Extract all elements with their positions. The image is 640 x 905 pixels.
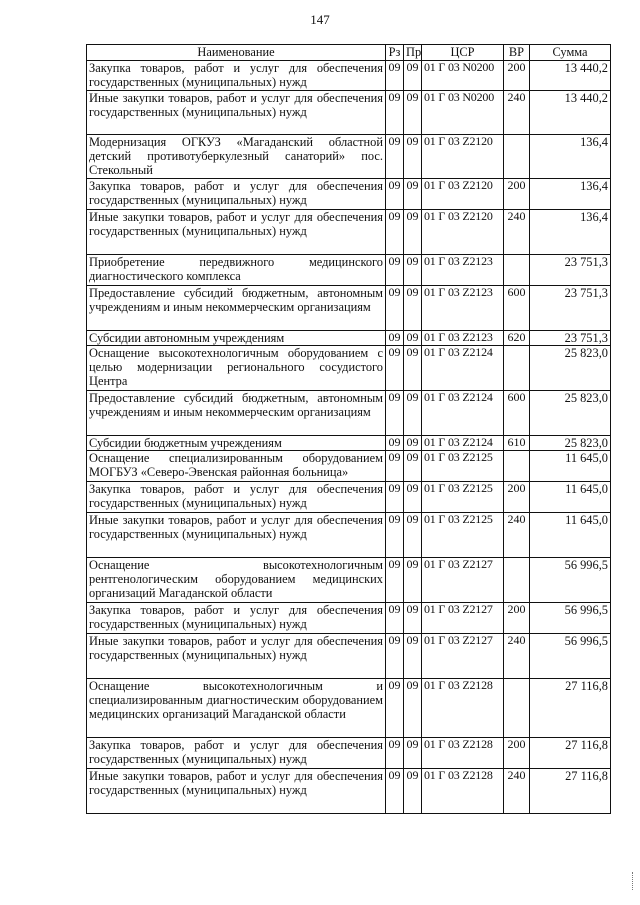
cell-name: Оснащение высокотехнологичным рентгенологическим оборудованием медицинских организаций Магаданской области — [87, 558, 386, 603]
cell-name: Закупка товаров, работ и услуг для обеспечения государственных (муниципальных) нужд — [87, 482, 386, 513]
cell-name: Иные закупки товаров, работ и услуг для обеспечения государственных (муниципальных) нужд — [87, 91, 386, 135]
cell-pr: 09 — [404, 255, 422, 286]
cell-csr: 01 Г 03 Z2123 — [422, 331, 504, 346]
cell-name: Иные закупки товаров, работ и услуг для обеспечения государственных (муниципальных) нужд — [87, 513, 386, 558]
cell-vr: 600 — [504, 391, 530, 436]
cell-vr — [504, 135, 530, 179]
cell-vr — [504, 679, 530, 738]
cell-csr: 01 Г 03 Z2128 — [422, 679, 504, 738]
cell-rz: 09 — [386, 391, 404, 436]
cell-name: Закупка товаров, работ и услуг для обеспечения государственных (муниципальных) нужд — [87, 738, 386, 769]
cell-sum: 25 823,0 — [530, 346, 611, 391]
cell-sum: 27 116,8 — [530, 738, 611, 769]
cell-sum: 27 116,8 — [530, 679, 611, 738]
table-row — [87, 558, 611, 603]
header-rz: Рз — [386, 45, 404, 61]
cell-sum: 136,4 — [530, 210, 611, 255]
cell-sum: 23 751,3 — [530, 331, 611, 346]
cell-sum: 23 751,3 — [530, 255, 611, 286]
cell-csr: 01 Г 03 Z2124 — [422, 436, 504, 451]
table-row — [87, 179, 611, 210]
cell-csr: 01 Г 03 Z2125 — [422, 482, 504, 513]
cell-sum: 11 645,0 — [530, 451, 611, 482]
cell-name: Иные закупки товаров, работ и услуг для обеспечения государственных (муниципальных) нужд — [87, 210, 386, 255]
table-row — [87, 331, 611, 346]
cell-vr: 240 — [504, 769, 530, 814]
cell-name: Иные закупки товаров, работ и услуг для обеспечения государственных (муниципальных) нужд — [87, 634, 386, 679]
cell-pr: 09 — [404, 391, 422, 436]
cell-sum: 11 645,0 — [530, 513, 611, 558]
table-row — [87, 679, 611, 738]
cell-csr: 01 Г 03 Z2120 — [422, 135, 504, 179]
cell-vr: 240 — [504, 513, 530, 558]
cell-rz: 09 — [386, 436, 404, 451]
cell-name: Оснащение высокотехнологичным и специализированным диагностическим оборудованием медицинских организаций Магаданской области — [87, 679, 386, 738]
cell-sum: 56 996,5 — [530, 634, 611, 679]
cell-sum: 23 751,3 — [530, 286, 611, 331]
cell-sum: 27 116,8 — [530, 769, 611, 814]
table-row — [87, 346, 611, 391]
cell-csr: 01 Г 03 Z2127 — [422, 603, 504, 634]
cell-csr: 01 Г 03 N0200 — [422, 61, 504, 91]
cell-csr: 01 Г 03 Z2128 — [422, 738, 504, 769]
cell-sum: 13 440,2 — [530, 91, 611, 135]
cell-name: Предоставление субсидий бюджетным, автономным учреждениям и иным некоммерческим организациям — [87, 391, 386, 436]
table-row — [87, 391, 611, 436]
table-row — [87, 769, 611, 814]
cell-csr: 01 Г 03 Z2123 — [422, 286, 504, 331]
cell-pr: 09 — [404, 179, 422, 210]
cell-vr: 600 — [504, 286, 530, 331]
table-row — [87, 634, 611, 679]
header-pr: Пр — [404, 45, 422, 61]
table-row — [87, 603, 611, 634]
cell-rz: 09 — [386, 603, 404, 634]
cell-csr: 01 Г 03 Z2120 — [422, 210, 504, 255]
cell-rz: 09 — [386, 210, 404, 255]
cell-vr: 240 — [504, 634, 530, 679]
cell-csr: 01 Г 03 Z2125 — [422, 451, 504, 482]
cell-pr: 09 — [404, 634, 422, 679]
table-row — [87, 61, 611, 91]
cell-vr — [504, 558, 530, 603]
header-sum: Сумма — [530, 45, 611, 61]
cell-vr — [504, 346, 530, 391]
cell-sum: 56 996,5 — [530, 603, 611, 634]
cell-rz: 09 — [386, 738, 404, 769]
table-body — [87, 61, 611, 814]
cell-sum: 136,4 — [530, 179, 611, 210]
scan-edge-mark — [632, 872, 636, 890]
cell-rz: 09 — [386, 679, 404, 738]
cell-pr: 09 — [404, 436, 422, 451]
cell-pr: 09 — [404, 135, 422, 179]
cell-sum: 25 823,0 — [530, 436, 611, 451]
cell-rz: 09 — [386, 451, 404, 482]
cell-rz: 09 — [386, 331, 404, 346]
table-header-row — [87, 45, 611, 61]
cell-csr: 01 Г 03 Z2123 — [422, 255, 504, 286]
cell-name: Закупка товаров, работ и услуг для обеспечения государственных (муниципальных) нужд — [87, 61, 386, 91]
cell-csr: 01 Г 03 Z2125 — [422, 513, 504, 558]
table-row — [87, 286, 611, 331]
cell-name: Оснащение высокотехнологичным оборудованием с целью модернизации регионального сосудистого Центра — [87, 346, 386, 391]
cell-sum: 56 996,5 — [530, 558, 611, 603]
cell-pr: 09 — [404, 61, 422, 91]
cell-pr: 09 — [404, 769, 422, 814]
cell-pr: 09 — [404, 558, 422, 603]
table-row — [87, 482, 611, 513]
table-row — [87, 513, 611, 558]
table-row — [87, 210, 611, 255]
cell-rz: 09 — [386, 61, 404, 91]
page-number: 147 — [310, 12, 330, 27]
cell-vr: 240 — [504, 210, 530, 255]
cell-sum: 11 645,0 — [530, 482, 611, 513]
cell-pr: 09 — [404, 513, 422, 558]
cell-pr: 09 — [404, 286, 422, 331]
cell-vr: 610 — [504, 436, 530, 451]
cell-pr: 09 — [404, 346, 422, 391]
cell-pr: 09 — [404, 738, 422, 769]
cell-vr — [504, 255, 530, 286]
cell-pr: 09 — [404, 603, 422, 634]
cell-rz: 09 — [386, 769, 404, 814]
cell-name: Оснащение специализированным оборудованием МОГБУЗ «Северо-Эвенская районная больница» — [87, 451, 386, 482]
cell-rz: 09 — [386, 346, 404, 391]
cell-name: Приобретение передвижного медицинского диагностического комплекса — [87, 255, 386, 286]
cell-name: Субсидии автономным учреждениям — [87, 331, 386, 346]
cell-csr: 01 Г 03 N0200 — [422, 91, 504, 135]
cell-csr: 01 Г 03 Z2128 — [422, 769, 504, 814]
cell-name: Предоставление субсидий бюджетным, автономным учреждениям и иным некоммерческим организациям — [87, 286, 386, 331]
cell-pr: 09 — [404, 679, 422, 738]
header-csr: ЦСР — [422, 45, 504, 61]
table-row — [87, 436, 611, 451]
cell-pr: 09 — [404, 331, 422, 346]
header-vr: ВР — [504, 45, 530, 61]
cell-rz: 09 — [386, 634, 404, 679]
table-row — [87, 738, 611, 769]
cell-rz: 09 — [386, 513, 404, 558]
cell-name: Закупка товаров, работ и услуг для обеспечения государственных (муниципальных) нужд — [87, 603, 386, 634]
table-row — [87, 255, 611, 286]
cell-vr: 200 — [504, 179, 530, 210]
cell-pr: 09 — [404, 482, 422, 513]
cell-csr: 01 Г 03 Z2124 — [422, 391, 504, 436]
budget-table — [86, 44, 611, 814]
cell-vr: 200 — [504, 738, 530, 769]
cell-rz: 09 — [386, 135, 404, 179]
cell-sum: 136,4 — [530, 135, 611, 179]
cell-rz: 09 — [386, 558, 404, 603]
cell-vr: 620 — [504, 331, 530, 346]
cell-name: Иные закупки товаров, работ и услуг для обеспечения государственных (муниципальных) нужд — [87, 769, 386, 814]
cell-vr: 240 — [504, 91, 530, 135]
cell-vr: 200 — [504, 482, 530, 513]
cell-csr: 01 Г 03 Z2120 — [422, 179, 504, 210]
header-name: Наименование — [87, 45, 386, 61]
cell-csr: 01 Г 03 Z2124 — [422, 346, 504, 391]
cell-rz: 09 — [386, 179, 404, 210]
cell-name: Модернизация ОГКУЗ «Магаданский областной детский противотуберкулезный санаторий» пос. Стекольный — [87, 135, 386, 179]
cell-rz: 09 — [386, 286, 404, 331]
cell-name: Субсидии бюджетным учреждениям — [87, 436, 386, 451]
cell-csr: 01 Г 03 Z2127 — [422, 634, 504, 679]
table-row — [87, 135, 611, 179]
cell-rz: 09 — [386, 91, 404, 135]
table-row — [87, 91, 611, 135]
cell-sum: 13 440,2 — [530, 61, 611, 91]
cell-sum: 25 823,0 — [530, 391, 611, 436]
cell-vr: 200 — [504, 603, 530, 634]
cell-vr — [504, 451, 530, 482]
cell-rz: 09 — [386, 255, 404, 286]
cell-pr: 09 — [404, 451, 422, 482]
cell-name: Закупка товаров, работ и услуг для обеспечения государственных (муниципальных) нужд — [87, 179, 386, 210]
cell-pr: 09 — [404, 210, 422, 255]
cell-vr: 200 — [504, 61, 530, 91]
table-row — [87, 451, 611, 482]
cell-csr: 01 Г 03 Z2127 — [422, 558, 504, 603]
cell-pr: 09 — [404, 91, 422, 135]
cell-rz: 09 — [386, 482, 404, 513]
